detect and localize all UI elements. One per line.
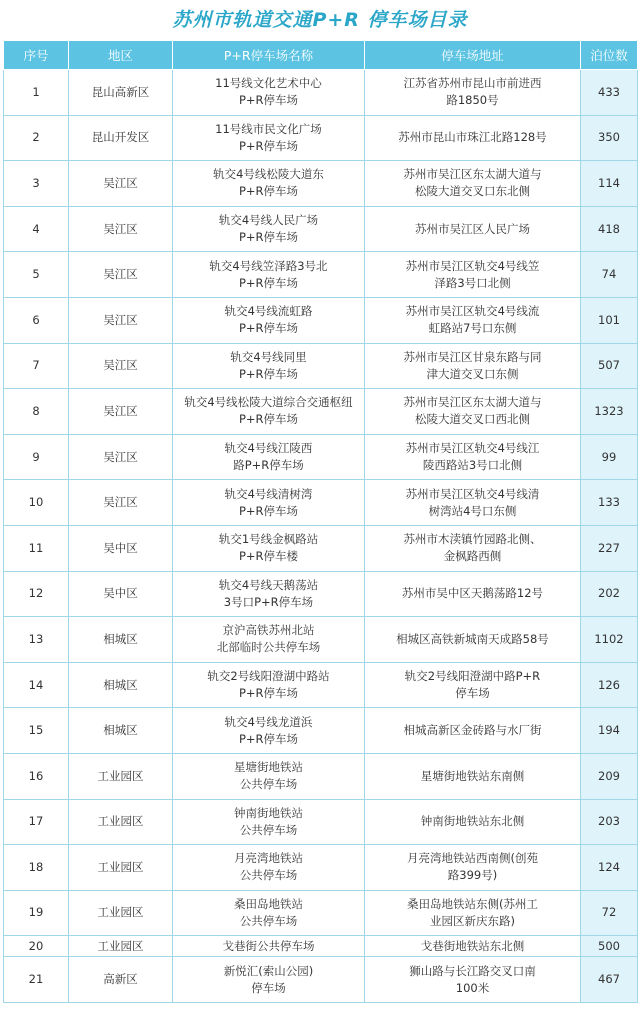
cell-spaces: 72 bbox=[581, 890, 638, 936]
cell-lot-name-line: 星塘街地铁站 bbox=[234, 760, 303, 775]
header-cell-address: 停车场地址 bbox=[365, 41, 581, 70]
cell-lot-name bbox=[173, 343, 365, 389]
cell-address-line: 江苏省苏州市昆山市前进西 bbox=[403, 76, 542, 91]
cell-district: 相城区 bbox=[69, 617, 173, 663]
cell-address-line: 苏州市吴江区轨交4号线清 bbox=[405, 486, 540, 501]
cell-lot-name-line: 路P+R停车场 bbox=[233, 458, 304, 473]
cell-lot-name bbox=[173, 252, 365, 298]
cell-district: 工业园区 bbox=[69, 890, 173, 936]
table-row bbox=[4, 753, 638, 799]
cell-lot-name-line: 轨交4号线松陵大道东 bbox=[213, 167, 324, 182]
cell-address bbox=[365, 70, 581, 116]
table-row bbox=[4, 297, 638, 343]
cell-index: 19 bbox=[4, 890, 69, 936]
cell-lot-name-line: 轨交4号线笠泽路3号北 bbox=[209, 258, 328, 273]
cell-lot-name bbox=[173, 70, 365, 116]
cell-address-line: 松陵大道交叉口西北侧 bbox=[415, 412, 530, 427]
cell-lot-name bbox=[173, 115, 365, 161]
cell-address bbox=[365, 525, 581, 571]
table-row bbox=[4, 799, 638, 845]
cell-lot-name bbox=[173, 525, 365, 571]
cell-district: 吴中区 bbox=[69, 571, 173, 617]
cell-spaces: 227 bbox=[581, 525, 638, 571]
cell-address-line: 苏州市木渎镇竹园路北侧、 bbox=[403, 532, 542, 547]
cell-address-line: 苏州市昆山市珠江北路128号 bbox=[398, 130, 547, 145]
cell-index: 9 bbox=[4, 434, 69, 480]
cell-spaces: 350 bbox=[581, 115, 638, 161]
cell-lot-name-line: 公共停车场 bbox=[239, 822, 298, 837]
cell-lot-name-line: P+R停车场 bbox=[238, 503, 299, 518]
cell-district: 吴江区 bbox=[69, 480, 173, 526]
cell-district: 吴江区 bbox=[69, 297, 173, 343]
cell-address-line: 苏州市吴江区人民广场 bbox=[415, 221, 530, 236]
cell-lot-name-line: 11号线市民文化广场 bbox=[215, 121, 322, 136]
cell-spaces: 467 bbox=[581, 957, 638, 1003]
cell-lot-name bbox=[173, 206, 365, 252]
cell-district: 工业园区 bbox=[69, 845, 173, 891]
cell-index: 21 bbox=[4, 957, 69, 1003]
table-row bbox=[4, 662, 638, 708]
cell-lot-name bbox=[173, 389, 365, 435]
cell-index: 7 bbox=[4, 343, 69, 389]
cell-spaces: 99 bbox=[581, 434, 638, 480]
cell-address bbox=[365, 115, 581, 161]
cell-address-line: 津大道交叉口东侧 bbox=[426, 366, 519, 381]
cell-spaces: 1102 bbox=[581, 617, 638, 663]
cell-lot-name bbox=[173, 434, 365, 480]
cell-lot-name-line: 轨交4号线同里 bbox=[230, 349, 307, 364]
cell-lot-name-line: 钟南街地铁站 bbox=[234, 805, 303, 820]
cell-index: 12 bbox=[4, 571, 69, 617]
table-row bbox=[4, 845, 638, 891]
cell-address bbox=[365, 845, 581, 891]
cell-address bbox=[365, 252, 581, 298]
cell-address bbox=[365, 480, 581, 526]
cell-address-line: 松陵大道交叉口东北侧 bbox=[415, 184, 530, 199]
cell-district: 吴江区 bbox=[69, 161, 173, 207]
cell-address-line: 苏州市吴江区轨交4号线流 bbox=[405, 304, 540, 319]
cell-address-line: 钟南街地铁站东北侧 bbox=[420, 814, 525, 829]
cell-address-line: 苏州市吴江区轨交4号线笠 bbox=[405, 258, 540, 273]
cell-district: 相城区 bbox=[69, 662, 173, 708]
table-row bbox=[4, 708, 638, 754]
cell-spaces: 433 bbox=[581, 70, 638, 116]
cell-lot-name-line: 公共停车场 bbox=[239, 868, 298, 883]
cell-lot-name bbox=[173, 890, 365, 936]
cell-index: 13 bbox=[4, 617, 69, 663]
header-cell-index: 序号 bbox=[4, 41, 69, 70]
cell-lot-name-line: P+R停车楼 bbox=[238, 549, 299, 564]
table-header-row bbox=[4, 41, 638, 70]
cell-spaces: 418 bbox=[581, 206, 638, 252]
cell-spaces: 126 bbox=[581, 662, 638, 708]
cell-lot-name-line: 新悦汇(索山公园) bbox=[223, 963, 314, 978]
parking-lot-table bbox=[3, 40, 638, 1003]
table-row bbox=[4, 525, 638, 571]
cell-district: 吴江区 bbox=[69, 389, 173, 435]
cell-address bbox=[365, 571, 581, 617]
cell-address bbox=[365, 957, 581, 1003]
table-row bbox=[4, 252, 638, 298]
table-row bbox=[4, 115, 638, 161]
cell-district: 吴江区 bbox=[69, 252, 173, 298]
cell-lot-name bbox=[173, 753, 365, 799]
cell-lot-name-line: 桑田岛地铁站 bbox=[234, 896, 303, 911]
table-row bbox=[4, 890, 638, 936]
cell-address-line: 停车场 bbox=[455, 686, 490, 701]
table-row bbox=[4, 571, 638, 617]
cell-index: 4 bbox=[4, 206, 69, 252]
cell-spaces: 202 bbox=[581, 571, 638, 617]
cell-address-line: 虹路站7号口东侧 bbox=[428, 321, 517, 336]
cell-lot-name-line: 公共停车场 bbox=[239, 913, 298, 928]
cell-spaces: 507 bbox=[581, 343, 638, 389]
header-cell-district: 地区 bbox=[69, 41, 173, 70]
cell-address bbox=[365, 161, 581, 207]
cell-spaces: 74 bbox=[581, 252, 638, 298]
cell-index: 10 bbox=[4, 480, 69, 526]
cell-address bbox=[365, 343, 581, 389]
cell-lot-name-line: P+R停车场 bbox=[238, 366, 299, 381]
cell-lot-name-line: 轨交4号线天鹅荡站 bbox=[218, 577, 319, 592]
cell-address bbox=[365, 617, 581, 663]
cell-lot-name-line: P+R停车场 bbox=[238, 731, 299, 746]
cell-address-line: 相城高新区金砖路与水厂街 bbox=[403, 723, 542, 738]
cell-lot-name-line: P+R停车场 bbox=[238, 93, 299, 108]
cell-address bbox=[365, 890, 581, 936]
table-row bbox=[4, 206, 638, 252]
cell-lot-name-line: 11号线文化艺术中心 bbox=[215, 76, 322, 91]
cell-address bbox=[365, 206, 581, 252]
table-row bbox=[4, 343, 638, 389]
table-row bbox=[4, 957, 638, 1003]
cell-district: 吴江区 bbox=[69, 434, 173, 480]
cell-address bbox=[365, 708, 581, 754]
cell-lot-name-line: P+R停车场 bbox=[238, 138, 299, 153]
cell-lot-name bbox=[173, 708, 365, 754]
cell-index: 16 bbox=[4, 753, 69, 799]
cell-district: 工业园区 bbox=[69, 936, 173, 957]
cell-lot-name-line: 北部临时公共停车场 bbox=[216, 640, 321, 655]
cell-address-line: 业园区新庆东路) bbox=[430, 913, 515, 928]
cell-address-line: 路1850号 bbox=[446, 93, 499, 108]
cell-lot-name-line: 3号口P+R停车场 bbox=[223, 594, 314, 609]
table-row bbox=[4, 617, 638, 663]
cell-index: 18 bbox=[4, 845, 69, 891]
cell-address bbox=[365, 389, 581, 435]
cell-district: 相城区 bbox=[69, 708, 173, 754]
cell-district: 工业园区 bbox=[69, 799, 173, 845]
cell-lot-name-line: 轨交2号线阳澄湖中路站 bbox=[207, 669, 330, 684]
cell-address-line: 轨交2号线阳澄湖中路P+R bbox=[404, 669, 541, 684]
cell-index: 17 bbox=[4, 799, 69, 845]
cell-address-line: 金枫路西侧 bbox=[443, 549, 502, 564]
cell-district: 昆山开发区 bbox=[69, 115, 173, 161]
cell-address-line: 陵西路站3号口北侧 bbox=[422, 458, 523, 473]
cell-spaces: 194 bbox=[581, 708, 638, 754]
cell-district: 昆山高新区 bbox=[69, 70, 173, 116]
cell-lot-name-line: 轨交4号线人民广场 bbox=[218, 213, 319, 228]
cell-district: 吴江区 bbox=[69, 343, 173, 389]
table-row bbox=[4, 161, 638, 207]
cell-address bbox=[365, 753, 581, 799]
cell-district: 工业园区 bbox=[69, 753, 173, 799]
cell-lot-name-line: 轨交4号线松陵大道综合交通枢纽 bbox=[184, 395, 353, 410]
cell-spaces: 500 bbox=[581, 936, 638, 957]
table-row bbox=[4, 434, 638, 480]
cell-lot-name-line: 戈巷街公共停车场 bbox=[222, 938, 315, 953]
cell-lot-name bbox=[173, 480, 365, 526]
cell-index: 5 bbox=[4, 252, 69, 298]
header-cell-spaces: 泊位数 bbox=[581, 41, 638, 70]
cell-lot-name-line: 轨交4号线龙道浜 bbox=[224, 714, 313, 729]
table-row bbox=[4, 480, 638, 526]
table-row bbox=[4, 936, 638, 957]
cell-district: 高新区 bbox=[69, 957, 173, 1003]
cell-lot-name-line: 轨交4号线流虹路 bbox=[224, 304, 313, 319]
cell-address-line: 路399号) bbox=[447, 868, 498, 883]
cell-lot-name-line: 停车场 bbox=[251, 980, 286, 995]
cell-lot-name-line: 京沪高铁苏州北站 bbox=[222, 623, 315, 638]
cell-spaces: 124 bbox=[581, 845, 638, 891]
page-title: 苏州市轨道交通P+R 停车场目录 bbox=[172, 9, 468, 31]
cell-lot-name bbox=[173, 161, 365, 207]
cell-lot-name bbox=[173, 617, 365, 663]
cell-index: 6 bbox=[4, 297, 69, 343]
cell-address-line: 苏州市吴江区轨交4号线江 bbox=[405, 441, 540, 456]
cell-index: 2 bbox=[4, 115, 69, 161]
cell-address bbox=[365, 799, 581, 845]
table-row bbox=[4, 70, 638, 116]
cell-spaces: 114 bbox=[581, 161, 638, 207]
cell-index: 1 bbox=[4, 70, 69, 116]
cell-lot-name bbox=[173, 936, 365, 957]
table-body bbox=[4, 70, 638, 1003]
cell-district: 吴江区 bbox=[69, 206, 173, 252]
cell-lot-name bbox=[173, 662, 365, 708]
cell-spaces: 203 bbox=[581, 799, 638, 845]
cell-index: 14 bbox=[4, 662, 69, 708]
cell-lot-name-line: 轨交1号线金枫路站 bbox=[218, 532, 319, 547]
cell-address-line: 桑田岛地铁站东侧(苏州工 bbox=[407, 896, 538, 911]
cell-address bbox=[365, 662, 581, 708]
cell-lot-name-line: 轨交4号线清树湾 bbox=[224, 486, 313, 501]
cell-address-line: 100米 bbox=[455, 980, 490, 995]
cell-address-line: 星塘街地铁站东南侧 bbox=[420, 768, 525, 783]
cell-address bbox=[365, 434, 581, 480]
cell-address-line: 狮山路与长江路交叉口南 bbox=[409, 963, 536, 978]
cell-lot-name-line: 月亮湾地铁站 bbox=[234, 851, 303, 866]
cell-address-line: 树湾站4号口东侧 bbox=[428, 503, 517, 518]
cell-lot-name-line: P+R停车场 bbox=[238, 321, 299, 336]
cell-address-line: 泽路3号口北侧 bbox=[434, 275, 511, 290]
cell-lot-name-line: P+R停车场 bbox=[238, 230, 299, 245]
cell-spaces: 101 bbox=[581, 297, 638, 343]
cell-lot-name-line: P+R停车场 bbox=[238, 412, 299, 427]
cell-address-line: 苏州市吴江区东太湖大道与 bbox=[403, 167, 542, 182]
cell-address bbox=[365, 297, 581, 343]
cell-district: 吴中区 bbox=[69, 525, 173, 571]
cell-lot-name-line: 公共停车场 bbox=[239, 777, 298, 792]
cell-index: 20 bbox=[4, 936, 69, 957]
cell-index: 11 bbox=[4, 525, 69, 571]
cell-address-line: 苏州市吴中区天鹅荡路12号 bbox=[401, 586, 544, 601]
cell-lot-name bbox=[173, 957, 365, 1003]
cell-spaces: 133 bbox=[581, 480, 638, 526]
cell-lot-name-line: P+R停车场 bbox=[238, 686, 299, 701]
cell-spaces: 1323 bbox=[581, 389, 638, 435]
cell-address bbox=[365, 936, 581, 957]
cell-address-line: 相城区高铁新城南天成路58号 bbox=[396, 631, 549, 646]
cell-spaces: 209 bbox=[581, 753, 638, 799]
cell-address-line: 苏州市吴江区东太湖大道与 bbox=[403, 395, 542, 410]
header-cell-name: P+R停车场名称 bbox=[173, 41, 365, 70]
cell-lot-name bbox=[173, 571, 365, 617]
cell-lot-name bbox=[173, 799, 365, 845]
cell-lot-name bbox=[173, 297, 365, 343]
cell-lot-name-line: P+R停车场 bbox=[238, 275, 299, 290]
cell-address-line: 苏州市吴江区甘泉东路与同 bbox=[403, 349, 542, 364]
cell-index: 15 bbox=[4, 708, 69, 754]
cell-index: 3 bbox=[4, 161, 69, 207]
cell-lot-name bbox=[173, 845, 365, 891]
cell-index: 8 bbox=[4, 389, 69, 435]
cell-lot-name-line: 轨交4号线江陵西 bbox=[224, 441, 313, 456]
cell-address-line: 月亮湾地铁站西南侧(创苑 bbox=[407, 851, 538, 866]
table-row bbox=[4, 389, 638, 435]
cell-address-line: 戈巷街地铁站东北侧 bbox=[420, 938, 525, 953]
cell-lot-name-line: P+R停车场 bbox=[238, 184, 299, 199]
